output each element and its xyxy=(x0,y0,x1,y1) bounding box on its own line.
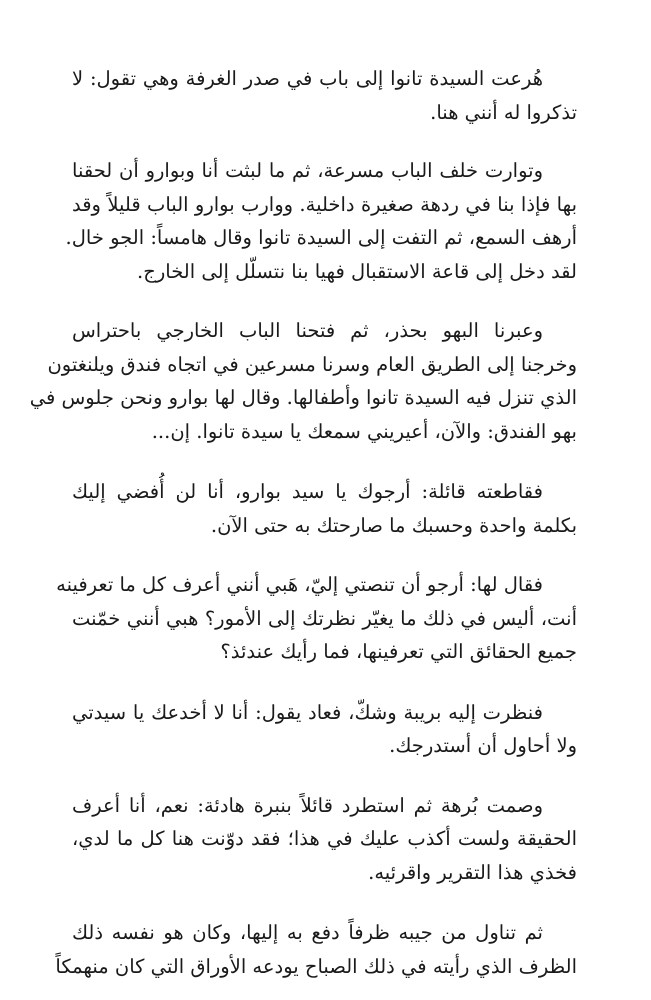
text-line: وعبرنا البهو بحذر، ثم فتحنا الباب الخارجي باحتراس xyxy=(72,319,543,342)
text-line: وصمت بُرهة ثم استطرد قائلاً بنبرة هادئة: نعم، أنا أعرف xyxy=(72,793,543,817)
text-line: ولا أحاول أن أستدرجك. xyxy=(389,734,577,757)
text-line: أنت، أليس في ذلك ما يغيّر نظرتك إلى الأمور؟ هبي أنني خمّنت xyxy=(72,606,577,630)
text-line: تذكروا له أنني هنا. xyxy=(430,100,577,124)
text-line: فقاطعته قائلة: أرجوك يا سيد بوارو، أنا لن أُفضي إليك xyxy=(72,480,543,503)
text-line: الحقيقة ولست أكذب عليك في هذا؛ فقد دوّنت هنا كل ما لدي، xyxy=(72,827,577,850)
paragraph-4 xyxy=(72,475,577,542)
text-line: بكلمة واحدة وحسبك ما صارحتك به حتى الآن. xyxy=(210,513,577,537)
text-line: وخرجنا إلى الطريق العام وسرنا مسرعين في اتجاه فندق ويلنغتون xyxy=(47,352,577,376)
text-line: لقد دخل إلى قاعة الاستقبال فهيا بنا نتسلّل إلى الخارج. xyxy=(137,259,577,283)
text-line: فنظرت إليه بريبة وشكّ، فعاد يقول: أنا لا أخدعك يا سيدتي xyxy=(72,700,543,724)
paragraph-2 xyxy=(65,154,577,288)
text-line: ثم تناول من جيبه ظرفاً دفع به إليها، وكان هو نفسه ذلك xyxy=(72,921,543,944)
paragraph-5 xyxy=(56,568,577,669)
text-line: هُرعت السيدة تانوا إلى باب في صدر الغرفة وهي تقول: لا xyxy=(72,67,543,90)
text-line: جميع الحقائق التي تعرفينها، فما رأيك عندئذ؟ xyxy=(220,640,577,663)
text-line: أرهف السمع، ثم التفت إلى السيدة تانوا وقال هامساً: الجو خال. xyxy=(65,226,577,249)
text-line: وتوارت خلف الباب مسرعة، ثم ما لبثت أنا وبوارو أن لحقنا xyxy=(72,159,543,182)
paragraph-6 xyxy=(72,696,577,763)
text-line: فخذي هذا التقرير واقرئيه. xyxy=(368,860,577,884)
text-line: بهو الفندق: والآن، أعيريني سمعك يا سيدة تانوا. إن... xyxy=(151,419,577,443)
paragraph-8 xyxy=(55,916,577,983)
text-line: الذي تنزل فيه السيدة تانوا وأطفالها. وقال لها بوارو ونحن جلوس في xyxy=(29,386,577,409)
paragraph-1 xyxy=(72,62,577,129)
text-line: بها فإذا بنا في ردهة صغيرة داخلية. ووارب بوارو الباب قليلاً وقد xyxy=(72,192,577,216)
paragraph-7 xyxy=(72,789,577,890)
text-line: فقال لها: أرجو أن تنصتي إليّ، هَبي أنني أعرف كل ما تعرفينه xyxy=(56,573,543,596)
paragraph-3 xyxy=(29,314,577,448)
text-line: الظرف الذي رأيته في ذلك الصباح يودعه الأوراق التي كان منهمكاً xyxy=(55,954,577,978)
